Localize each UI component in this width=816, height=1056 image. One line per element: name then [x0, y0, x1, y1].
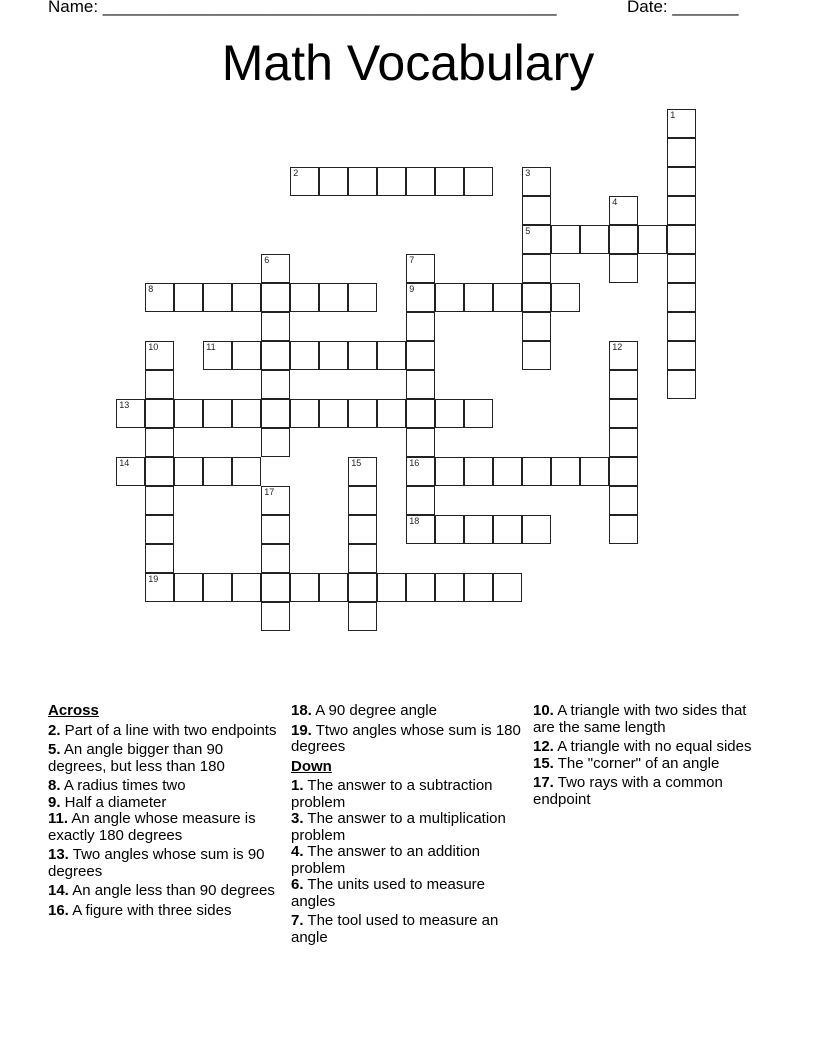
crossword-cell[interactable]	[406, 428, 435, 457]
crossword-grid	[117, 110, 697, 632]
crossword-cell[interactable]	[406, 167, 435, 196]
crossword-cell[interactable]	[435, 283, 464, 312]
clue-number: 9	[409, 284, 415, 295]
crossword-cell[interactable]	[261, 515, 290, 544]
crossword-cell[interactable]	[667, 341, 696, 370]
crossword-cell[interactable]	[435, 167, 464, 196]
crossword-cell[interactable]	[609, 399, 638, 428]
clue-across-19: 19. Ttwo angles whose sum is 180 degrees	[291, 721, 521, 755]
crossword-cell[interactable]	[348, 486, 377, 515]
crossword-cell[interactable]	[261, 254, 290, 283]
clue-across-11: 11. An angle whose measure is exactly 180 degrees	[48, 810, 256, 844]
crossword-cell[interactable]	[493, 283, 522, 312]
crossword-cell[interactable]	[348, 283, 377, 312]
clue-down-17: 17. Two rays with a common endpoint	[533, 774, 723, 808]
clue-number: 7	[409, 255, 415, 266]
crossword-cell[interactable]	[290, 399, 319, 428]
clue-down-7: 7. The tool used to measure an angle	[291, 912, 499, 946]
crossword-cell[interactable]	[609, 428, 638, 457]
crossword-cell[interactable]	[667, 283, 696, 312]
clue-across-13: 13. Two angles whose sum is 90 degrees	[48, 846, 265, 880]
crossword-cell[interactable]	[377, 167, 406, 196]
crossword-cell[interactable]	[203, 341, 232, 370]
crossword-cell[interactable]	[348, 515, 377, 544]
crossword-cell[interactable]	[319, 573, 348, 602]
crossword-cell[interactable]	[580, 457, 609, 486]
crossword-cell[interactable]	[377, 341, 406, 370]
crossword-cell[interactable]	[348, 573, 377, 602]
crossword-cell[interactable]	[290, 283, 319, 312]
crossword-cell[interactable]	[174, 283, 203, 312]
crossword-cell[interactable]	[290, 341, 319, 370]
crossword-cell[interactable]	[261, 283, 290, 312]
clue-number: 6	[264, 255, 270, 266]
crossword-cell[interactable]	[406, 399, 435, 428]
crossword-cell[interactable]	[464, 573, 493, 602]
crossword-cell[interactable]	[406, 515, 435, 544]
clue-down-3: 3. The answer to a multiplication problem	[291, 810, 506, 844]
clues-column-1	[48, 700, 278, 922]
clue-number: 18	[409, 516, 420, 527]
crossword-cell[interactable]	[261, 399, 290, 428]
crossword-cell[interactable]	[174, 573, 203, 602]
crossword-cell[interactable]	[522, 457, 551, 486]
crossword-cell[interactable]	[232, 283, 261, 312]
crossword-cell[interactable]	[667, 196, 696, 225]
crossword-cell[interactable]	[261, 428, 290, 457]
crossword-cell[interactable]	[348, 167, 377, 196]
crossword-cell[interactable]	[406, 370, 435, 399]
clue-down-15: 15. The "corner" of an angle	[533, 754, 720, 772]
crossword-cell[interactable]	[232, 341, 261, 370]
clues-column-2	[291, 700, 521, 949]
clue-down-10: 10. A triangle with two sides that are the same length	[533, 702, 747, 736]
date-field-label: Date: _______	[627, 0, 739, 16]
clue-number: 15	[351, 458, 362, 469]
crossword-cell[interactable]	[522, 515, 551, 544]
crossword-cell[interactable]	[609, 486, 638, 515]
crossword-cell[interactable]	[522, 254, 551, 283]
crossword-cell[interactable]	[667, 254, 696, 283]
crossword-cell[interactable]	[116, 457, 145, 486]
crossword-cell[interactable]	[464, 515, 493, 544]
crossword-cell[interactable]	[609, 196, 638, 225]
crossword-cell[interactable]	[232, 457, 261, 486]
crossword-cell[interactable]	[145, 457, 174, 486]
crossword-cell[interactable]	[551, 225, 580, 254]
across-heading: Across	[48, 702, 99, 719]
crossword-cell[interactable]	[377, 573, 406, 602]
crossword-cell[interactable]	[261, 544, 290, 573]
crossword-cell[interactable]	[261, 341, 290, 370]
crossword-cell[interactable]	[232, 399, 261, 428]
crossword-cell[interactable]	[493, 573, 522, 602]
crossword-cell[interactable]	[609, 225, 638, 254]
crossword-cell[interactable]	[377, 399, 406, 428]
crossword-cell[interactable]	[609, 457, 638, 486]
crossword-cell[interactable]	[145, 544, 174, 573]
clue-down-1: 1. The answer to a subtraction problem	[291, 777, 493, 811]
clue-across-14: 14. An angle less than 90 degrees	[48, 882, 275, 899]
clue-across-5: 5. An angle bigger than 90 degrees, but less than 180	[48, 741, 225, 775]
clue-across-18: 18. A 90 degree angle	[291, 702, 437, 719]
crossword-cell[interactable]	[174, 457, 203, 486]
crossword-cell[interactable]	[522, 341, 551, 370]
crossword-cell[interactable]	[667, 370, 696, 399]
clue-number: 19	[148, 574, 159, 585]
crossword-cell[interactable]	[203, 573, 232, 602]
crossword-cell[interactable]	[290, 167, 319, 196]
crossword-cell[interactable]	[319, 399, 348, 428]
clue-number: 4	[612, 197, 618, 208]
crossword-cell[interactable]	[638, 225, 667, 254]
crossword-cell[interactable]	[667, 167, 696, 196]
clue-number: 12	[612, 342, 623, 353]
crossword-cell[interactable]	[145, 399, 174, 428]
crossword-cell[interactable]	[406, 312, 435, 341]
crossword-cell[interactable]	[145, 573, 174, 602]
crossword-cell[interactable]	[406, 457, 435, 486]
clue-across-8: 8. A radius times two	[48, 777, 186, 794]
crossword-cell[interactable]	[145, 515, 174, 544]
clue-number: 17	[264, 487, 275, 498]
crossword-cell[interactable]	[145, 283, 174, 312]
crossword-cell[interactable]	[261, 312, 290, 341]
clue-number: 16	[409, 458, 420, 469]
crossword-cell[interactable]	[261, 370, 290, 399]
crossword-cell[interactable]	[522, 196, 551, 225]
crossword-cell[interactable]	[435, 399, 464, 428]
crossword-cell[interactable]	[551, 457, 580, 486]
crossword-cell[interactable]	[522, 225, 551, 254]
clue-down-12: 12. A triangle with no equal sides	[533, 738, 752, 755]
crossword-cell[interactable]	[435, 457, 464, 486]
clue-number: 13	[119, 400, 130, 411]
crossword-cell[interactable]	[348, 544, 377, 573]
crossword-cell[interactable]	[203, 399, 232, 428]
clue-down-4: 4. The answer to an addition problem	[291, 843, 481, 877]
crossword-cell[interactable]	[116, 399, 145, 428]
crossword-cell[interactable]	[145, 370, 174, 399]
clue-across-2: 2. Part of a line with two endpoints	[48, 721, 277, 739]
clues-column-3	[533, 700, 763, 811]
crossword-cell[interactable]	[667, 312, 696, 341]
clue-number: 8	[148, 284, 154, 295]
crossword-cell[interactable]	[319, 341, 348, 370]
page-title: Math Vocabulary	[221, 35, 595, 91]
crossword-cell[interactable]	[406, 254, 435, 283]
crossword-cell[interactable]	[174, 399, 203, 428]
crossword-cell[interactable]	[464, 457, 493, 486]
clue-number: 11	[206, 342, 216, 353]
crossword-cell[interactable]	[145, 486, 174, 515]
crossword-cell[interactable]	[348, 602, 377, 631]
crossword-cell[interactable]	[493, 515, 522, 544]
clue-across-9: 9. Half a diameter	[48, 793, 167, 811]
crossword-cell[interactable]	[348, 457, 377, 486]
clue-down-6: 6. The units used to measure angles	[291, 876, 486, 910]
crossword-cell[interactable]	[609, 254, 638, 283]
crossword-cell[interactable]	[232, 573, 261, 602]
crossword-cell[interactable]	[203, 283, 232, 312]
crossword-cell[interactable]	[464, 167, 493, 196]
crossword-cell[interactable]	[522, 312, 551, 341]
crossword-cell[interactable]	[435, 515, 464, 544]
crossword-cell[interactable]	[667, 138, 696, 167]
crossword-cell[interactable]	[319, 283, 348, 312]
crossword-cell[interactable]	[667, 225, 696, 254]
crossword-cell[interactable]	[406, 486, 435, 515]
crossword-cell[interactable]	[261, 602, 290, 631]
crossword-cell[interactable]	[290, 573, 319, 602]
crossword-cell[interactable]	[435, 573, 464, 602]
clue-number: 1	[670, 110, 676, 121]
clue-number: 2	[293, 168, 299, 179]
crossword-cell[interactable]	[522, 167, 551, 196]
clue-number: 14	[119, 458, 130, 469]
crossword-cell[interactable]	[348, 399, 377, 428]
down-heading: Down	[291, 757, 332, 775]
crossword-cell[interactable]	[203, 457, 232, 486]
crossword-cell[interactable]	[319, 167, 348, 196]
crossword-cell[interactable]	[667, 109, 696, 138]
crossword-cell[interactable]	[406, 341, 435, 370]
crossword-cell[interactable]	[609, 341, 638, 370]
clue-number: 10	[148, 342, 159, 353]
crossword-cell[interactable]	[261, 573, 290, 602]
crossword-cell[interactable]	[406, 283, 435, 312]
name-field-label: Name: ________________________________________________	[48, 0, 557, 16]
crossword-cell[interactable]	[580, 225, 609, 254]
crossword-cell[interactable]	[609, 370, 638, 399]
crossword-cell[interactable]	[145, 428, 174, 457]
clue-number: 3	[525, 168, 531, 179]
crossword-cell[interactable]	[493, 457, 522, 486]
crossword-cell[interactable]	[522, 283, 551, 312]
crossword-cell[interactable]	[609, 515, 638, 544]
crossword-cell[interactable]	[261, 486, 290, 515]
crossword-cell[interactable]	[348, 341, 377, 370]
crossword-cell[interactable]	[551, 283, 580, 312]
clue-number: 5	[525, 226, 531, 237]
crossword-cell[interactable]	[464, 283, 493, 312]
crossword-cell[interactable]	[145, 341, 174, 370]
crossword-cell[interactable]	[406, 573, 435, 602]
crossword-cell[interactable]	[464, 399, 493, 428]
clue-across-16: 16. A figure with three sides	[48, 901, 232, 919]
